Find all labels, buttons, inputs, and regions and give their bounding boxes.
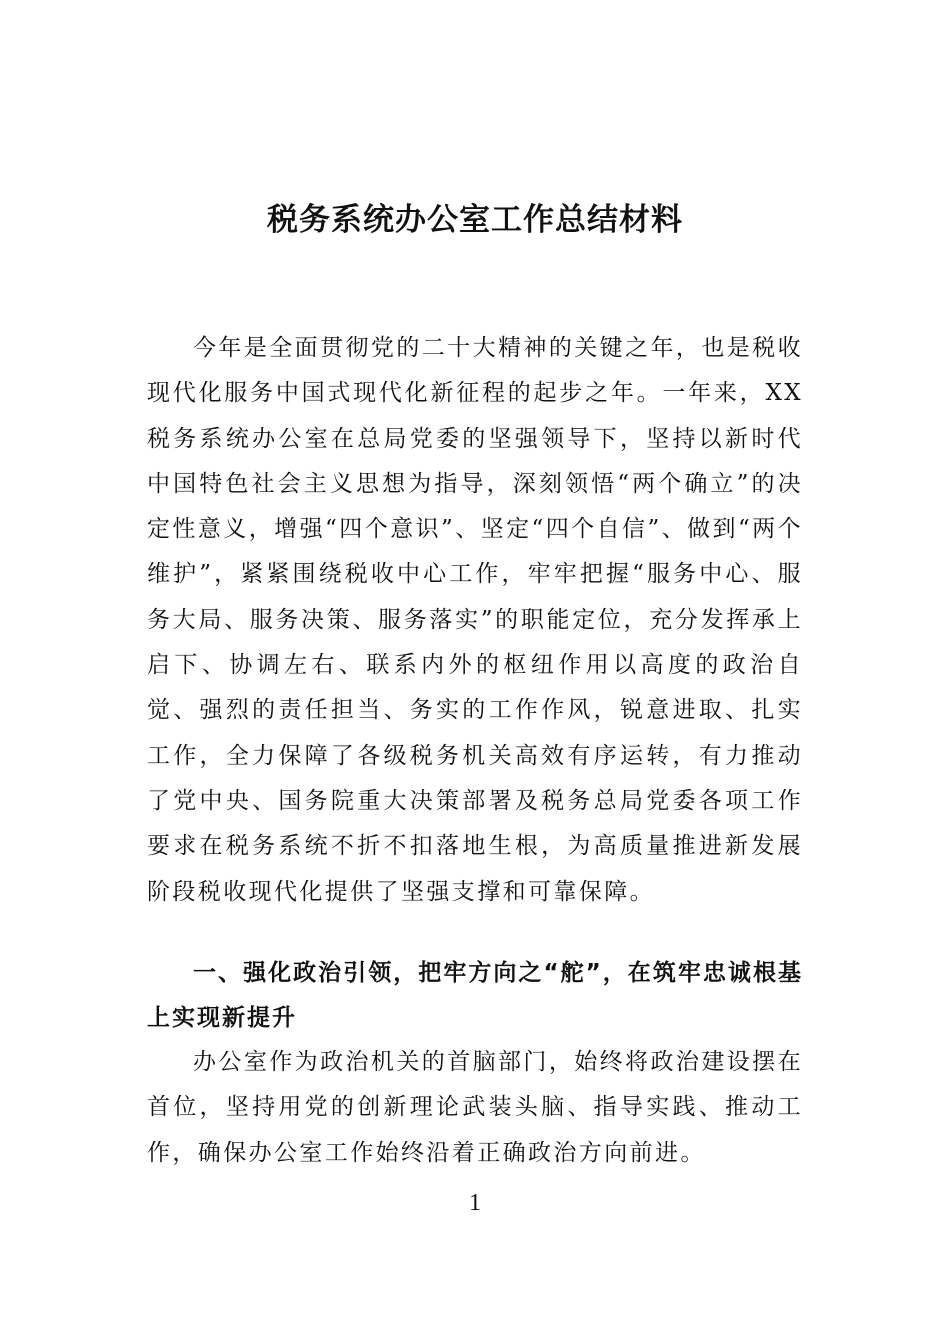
page-number: 1 <box>469 1190 481 1216</box>
section-heading: 一、强化政治引领，把牢方向之“舵”，在筑牢忠诚根基上实现新提升 <box>147 960 803 1032</box>
section-paragraph: 办公室作为政治机关的首脑部门，始终将政治建设摆在首位，坚持用党的创新理论武装头脑、指导实践、推动工作，确保办公室工作始终沿着正确政治方向前进。 <box>147 1049 803 1166</box>
document-title: 税务系统办公室工作总结材料 <box>267 202 683 238</box>
intro-paragraph: 今年是全面贯彻党的二十大精神的关键之年，也是税收现代化服务中国式现代化新征程的起步之年。一年来，XX税务系统办公室在总局党委的坚强领导下，坚持以新时代中国特色社会主义思想为指导，深刻领悟“两个确立”的决定性意义，增强“四个意识”、坚定“四个自信”、做到“两个维护”，紧紧围绕税收中心工作，牢牢把握“服务中心、服务大局、服务决策、服务落实”的职能定位，充分发挥承上启下、协调左右、联系内外的枢纽作用以高度的政治自觉、强烈的责任担当、务实的工作作风，锐意进取、扎实工作，全力保障了各级税务机关高效有序运转，有力推动了党中央、国务院重大决策部署及税务总局党委各项工作要求在税务系统不折不扣落地生根，为高质量推进新发展阶段税收现代化提供了坚强支撑和可靠保障。 <box>147 335 803 905</box>
